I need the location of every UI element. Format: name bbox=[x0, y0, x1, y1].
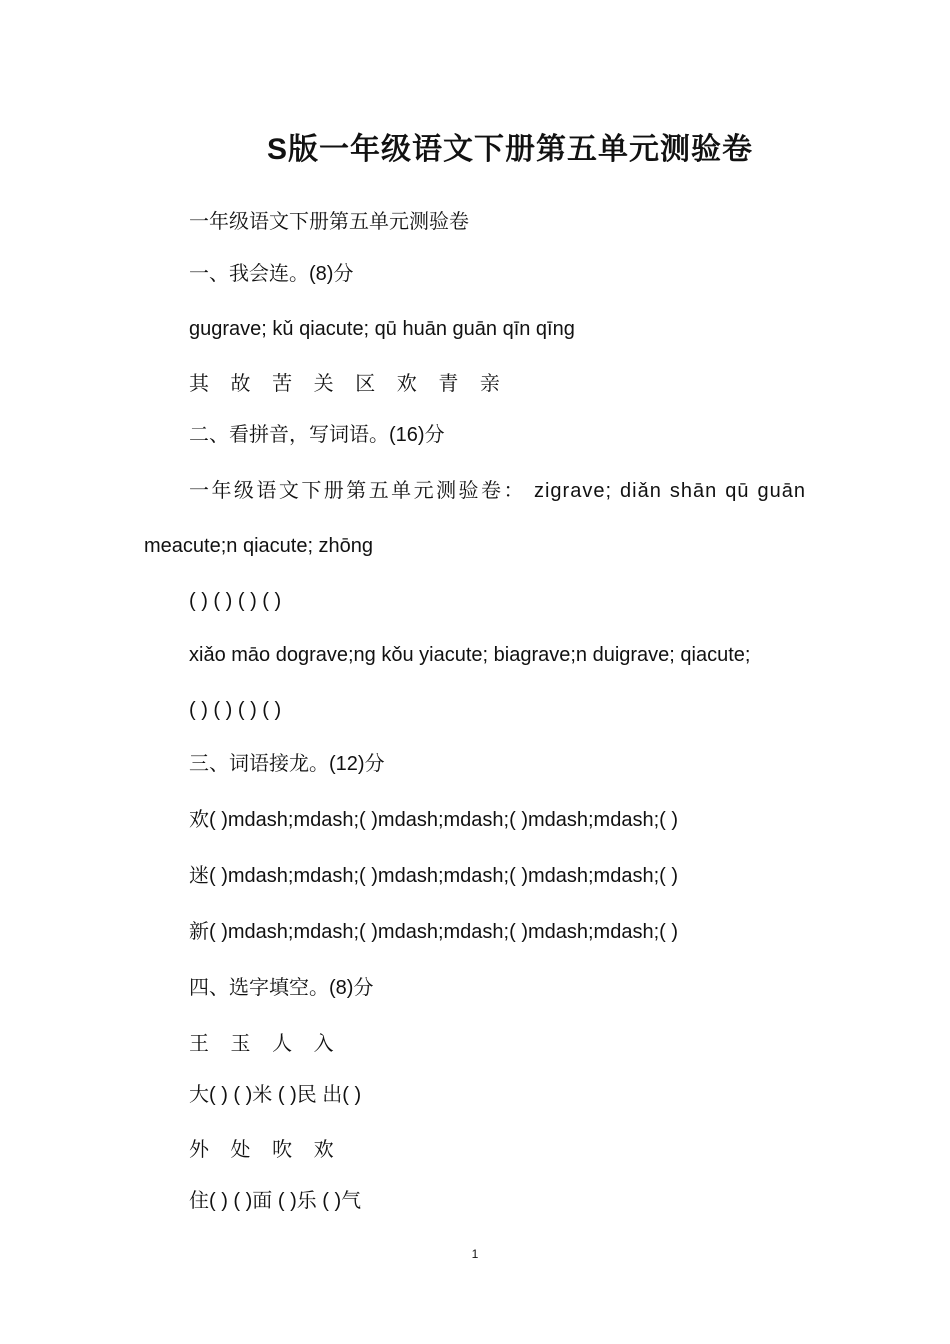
word-chain-line-1: 欢( )mdash;mdash;( )mdash;mdash;( )mdash;mdash;( ) bbox=[189, 809, 679, 831]
section-heading-3: 三、词语接龙。(12)分 bbox=[189, 753, 385, 775]
page-number: 1 bbox=[471, 1247, 479, 1261]
blanks-line-2: ( ) ( ) ( ) ( ) bbox=[189, 699, 282, 721]
fill-blank-line-1: 大( ) ( )米 ( )民 出( ) bbox=[189, 1084, 362, 1106]
word-chain-line-2: 迷( )mdash;mdash;( )mdash;mdash;( )mdash;mdash;( ) bbox=[189, 865, 679, 887]
paragraph-line-1: 一年级语文下册第五单元测验卷： zigrave; diǎn shān qū guān bbox=[189, 480, 806, 502]
section-heading-2: 二、看拼音，写词语。(16)分 bbox=[189, 424, 445, 446]
choice-characters-2: 外 处 吹 欢 bbox=[189, 1139, 342, 1161]
pinyin-line-1: gugrave; kǔ qiacute; qū huān guān qīn qīng bbox=[189, 318, 575, 340]
subtitle-line: 一年级语文下册第五单元测验卷 bbox=[189, 211, 469, 233]
word-chain-line-3: 新( )mdash;mdash;( )mdash;mdash;( )mdash;mdash;( ) bbox=[189, 921, 679, 943]
blanks-line-1: ( ) ( ) ( ) ( ) bbox=[189, 590, 282, 612]
document-title: S版一年级语文下册第五单元测验卷 bbox=[266, 133, 753, 166]
pinyin-line-2: xiǎo māo dograve;ng kǒu yiacute; biagrave;n duigrave; qiacute; bbox=[189, 644, 751, 666]
choice-characters-1: 王 玉 人 入 bbox=[189, 1033, 342, 1055]
character-line-1: 其 故 苦 关 区 欢 青 亲 bbox=[189, 373, 508, 395]
fill-blank-line-2: 住( ) ( )面 ( )乐 ( )气 bbox=[189, 1190, 362, 1212]
paragraph-line-2: meacute;n qiacute; zhōng bbox=[144, 535, 374, 557]
section-heading-1: 一、我会连。(8)分 bbox=[189, 263, 354, 285]
section-heading-4: 四、选字填空。(8)分 bbox=[189, 977, 374, 999]
